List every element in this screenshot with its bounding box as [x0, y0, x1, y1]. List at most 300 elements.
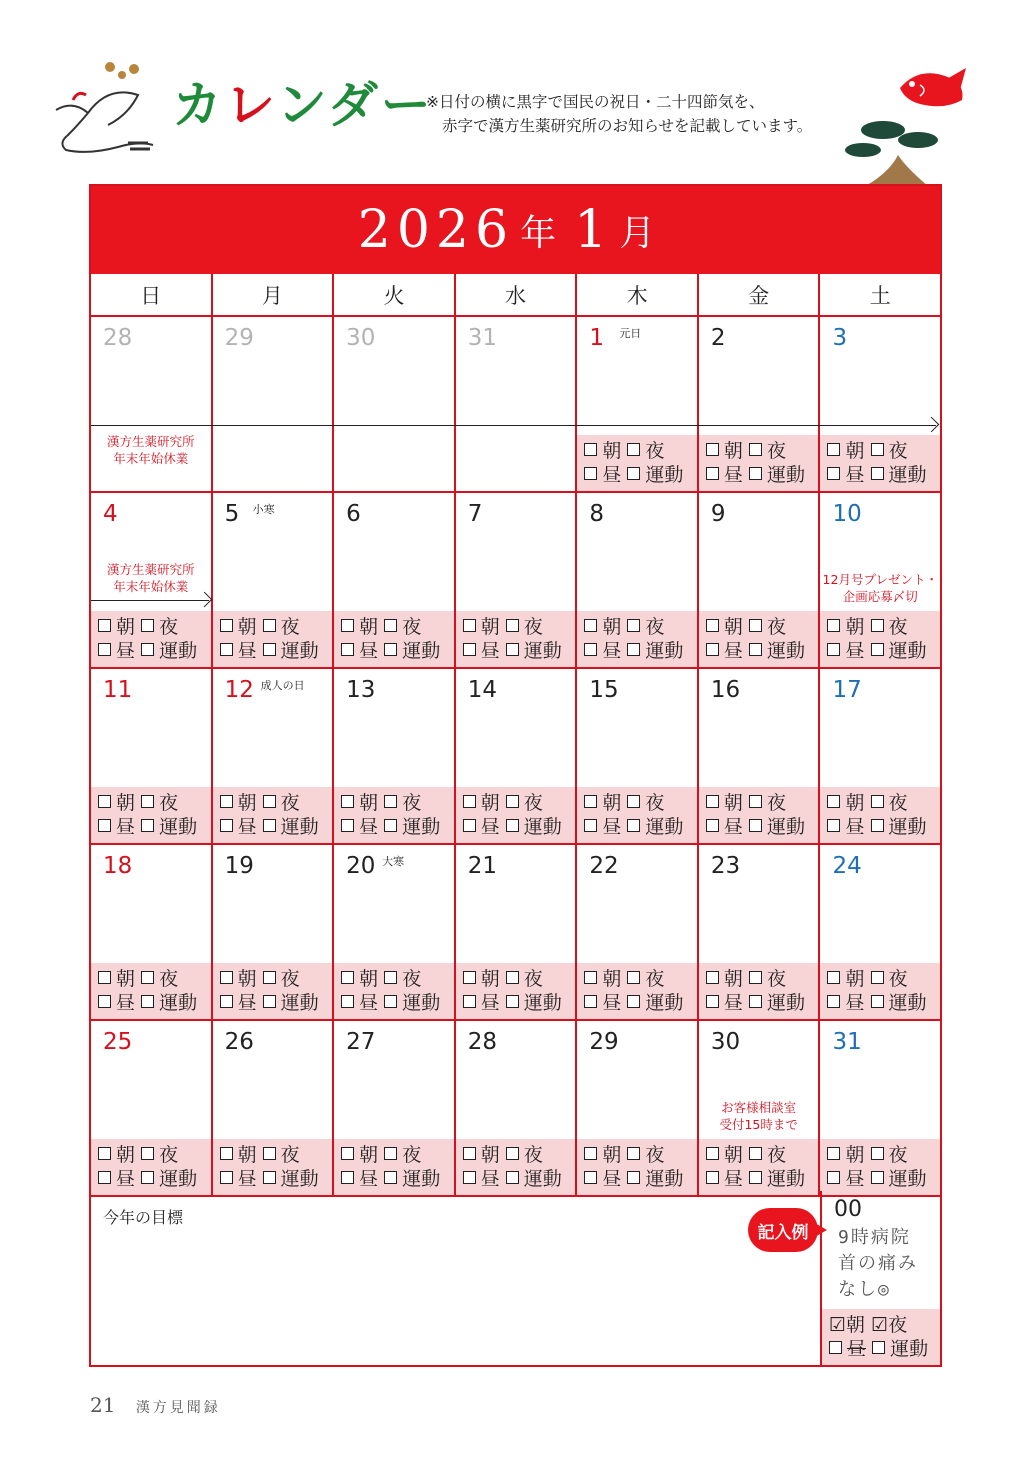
check-label: 朝 — [480, 968, 500, 990]
day-cell[interactable] — [213, 1021, 335, 1195]
checkbox-icon[interactable] — [384, 971, 397, 984]
checkbox-icon[interactable] — [871, 819, 884, 832]
checkbox-icon[interactable] — [827, 795, 840, 808]
checkbox-icon[interactable] — [827, 1147, 840, 1160]
checkbox-icon[interactable] — [584, 643, 597, 656]
checkbox-icon[interactable] — [141, 819, 154, 832]
checkbox-icon[interactable] — [706, 1171, 719, 1184]
check-label: 運動 — [280, 992, 319, 1014]
checkbox-icon[interactable] — [384, 795, 397, 808]
checkbox-icon[interactable] — [827, 619, 840, 632]
checkbox-icon[interactable] — [706, 443, 719, 456]
checkbox-icon[interactable] — [220, 1147, 233, 1160]
calendar-title: カレンダー — [172, 76, 434, 134]
check-label: 夜 — [888, 792, 908, 814]
day-cell[interactable] — [334, 317, 456, 491]
check-label: 昼 — [116, 992, 136, 1014]
day-cell[interactable] — [334, 845, 456, 1019]
checkbox-icon[interactable] — [749, 1171, 762, 1184]
day-number: 20 — [346, 853, 376, 879]
check-label: 朝 — [359, 1144, 379, 1166]
checkbox-icon[interactable] — [706, 1147, 719, 1160]
checkbox-icon[interactable] — [749, 467, 762, 480]
daily-checklist — [91, 1139, 211, 1195]
checkbox-icon[interactable] — [341, 1171, 354, 1184]
check-label: 運動 — [888, 816, 927, 838]
checkbox-icon[interactable] — [627, 1147, 640, 1160]
banner-month-unit: 月 — [619, 212, 656, 254]
check-label: 昼 — [480, 1168, 500, 1190]
check-label: 運動 — [645, 816, 684, 838]
checkbox-icon[interactable] — [98, 1147, 111, 1160]
day-cell[interactable] — [699, 1021, 821, 1195]
daily-checklist — [334, 1139, 454, 1195]
day-cell[interactable] — [820, 493, 940, 667]
check-label: 運動 — [888, 464, 927, 486]
day-cell[interactable] — [213, 845, 335, 1019]
checkbox-icon[interactable] — [384, 1147, 397, 1160]
check-label: 夜 — [888, 1144, 908, 1166]
check-label: 昼 — [723, 640, 743, 662]
weekday-label: 水 — [456, 274, 578, 315]
week-row — [91, 1021, 940, 1197]
day-cell[interactable] — [699, 845, 821, 1019]
checkbox-icon[interactable] — [706, 643, 719, 656]
checkbox-icon[interactable] — [141, 995, 154, 1008]
check-label: 夜 — [766, 1144, 786, 1166]
daily-checklist — [699, 787, 819, 843]
check-label: 昼 — [480, 992, 500, 1014]
day-number: 24 — [832, 853, 862, 879]
weekday-label: 金 — [699, 274, 821, 315]
check-label: 朝 — [116, 968, 136, 990]
check-label: 朝 — [723, 968, 743, 990]
checkbox-icon[interactable] — [749, 1147, 762, 1160]
closure-arrow — [91, 600, 209, 601]
daily-checklist — [213, 963, 333, 1019]
check-label: 昼 — [723, 992, 743, 1014]
checkbox-icon[interactable] — [263, 619, 276, 632]
checkbox-icon[interactable] — [627, 619, 640, 632]
day-cell[interactable] — [699, 493, 821, 667]
checkbox-icon[interactable] — [98, 995, 111, 1008]
notice-text: 漢方生薬研究所 年末年始休業 — [107, 562, 195, 594]
checkbox-icon[interactable] — [263, 1171, 276, 1184]
day-cell[interactable] — [334, 1021, 456, 1195]
checkbox-icon[interactable] — [506, 995, 519, 1008]
check-label: 朝 — [845, 440, 865, 462]
day-cell[interactable] — [577, 845, 699, 1019]
day-cell[interactable] — [456, 845, 578, 1019]
checkbox-icon[interactable] — [827, 643, 840, 656]
checkbox-icon[interactable] — [827, 1171, 840, 1184]
checkbox-icon[interactable] — [141, 1171, 154, 1184]
example-badge: 記入例 — [748, 1208, 818, 1252]
check-label: 朝 — [116, 616, 136, 638]
day-cell[interactable] — [456, 493, 578, 667]
checkbox-icon[interactable] — [749, 995, 762, 1008]
checkbox-icon[interactable] — [98, 795, 111, 808]
checkbox-icon[interactable] — [341, 619, 354, 632]
notice-text: 12月号プレゼント・ 企画応募〆切 — [822, 572, 938, 604]
day-number: 21 — [467, 853, 498, 879]
checkbox-icon[interactable] — [263, 1147, 276, 1160]
day-cell[interactable] — [699, 317, 821, 491]
check-label: 朝 — [723, 616, 743, 638]
notice-text: 漢方生薬研究所 年末年始休業 — [107, 434, 195, 466]
check-label: 昼 — [602, 640, 622, 662]
day-cell[interactable] — [577, 1021, 699, 1195]
day-cell[interactable] — [820, 669, 940, 843]
checkbox-icon[interactable] — [506, 971, 519, 984]
checkbox-icon[interactable] — [141, 795, 154, 808]
daily-checklist — [577, 611, 697, 667]
header-note: ※日付の横に黒字で国民の祝日・二十四節気を、 赤字で漢方生薬研究所のお知らせを記載しています。 — [426, 93, 813, 135]
check-label: 運動 — [280, 1168, 319, 1190]
checkbox-icon[interactable] — [263, 795, 276, 808]
checkbox-icon — [872, 1341, 885, 1354]
check-label: 夜 — [280, 1144, 300, 1166]
check-label: 朝 — [845, 792, 865, 814]
checkbox-icon[interactable] — [506, 1171, 519, 1184]
check-label: 夜 — [645, 440, 665, 462]
check-label: 昼 — [845, 640, 865, 662]
check-label: 夜 — [766, 440, 786, 462]
check-label: 運動 — [402, 640, 441, 662]
checkbox-icon[interactable] — [384, 619, 397, 632]
daily-checklist — [820, 611, 940, 667]
day-cell[interactable] — [820, 317, 940, 491]
day-number: 3 — [832, 325, 848, 351]
checkbox-icon[interactable] — [871, 443, 884, 456]
checkbox-icon[interactable] — [871, 1147, 884, 1160]
day-number: 16 — [710, 677, 741, 703]
checkbox-icon[interactable] — [584, 995, 597, 1008]
day-number: 23 — [710, 853, 741, 879]
weekday-label: 火 — [334, 274, 456, 315]
daily-checklist — [699, 435, 819, 491]
check-label: 昼 — [237, 816, 257, 838]
check-label: 夜 — [766, 616, 786, 638]
check-label: 夜 — [280, 968, 300, 990]
check-label: 夜 — [888, 440, 908, 462]
calendar-frame — [89, 184, 942, 1367]
checkbox-icon[interactable] — [341, 819, 354, 832]
checkbox-icon[interactable] — [827, 467, 840, 480]
check-label: 昼 — [723, 816, 743, 838]
day-cell[interactable] — [213, 493, 335, 667]
checkbox-icon[interactable] — [871, 643, 884, 656]
check-label: 昼 — [359, 992, 379, 1014]
checkbox-icon[interactable] — [871, 795, 884, 808]
check-label: 昼 — [845, 464, 865, 486]
check-label: 朝 — [237, 792, 257, 814]
check-label: 夜 — [645, 968, 665, 990]
checkbox-icon — [829, 1341, 842, 1354]
check-label: 昼 — [845, 992, 865, 1014]
checkbox-icon[interactable] — [584, 795, 597, 808]
checkbox-icon[interactable] — [220, 619, 233, 632]
checkbox-icon[interactable] — [141, 971, 154, 984]
check-label: 夜 — [888, 968, 908, 990]
check-label: 運動 — [766, 816, 805, 838]
check-label: 朝 — [602, 440, 622, 462]
day-cell[interactable] — [91, 669, 213, 843]
checkbox-icon[interactable] — [263, 971, 276, 984]
check-label: 昼 — [602, 816, 622, 838]
check-label: 昼 — [845, 1168, 865, 1190]
crane-illustration — [48, 55, 163, 165]
checkbox-icon[interactable] — [627, 643, 640, 656]
day-cell[interactable] — [820, 845, 940, 1019]
checkbox-icon[interactable] — [627, 819, 640, 832]
checkbox-icon[interactable] — [220, 971, 233, 984]
day-number: 11 — [103, 677, 133, 703]
page-footer — [90, 1393, 221, 1417]
checkbox-icon[interactable] — [463, 1171, 476, 1184]
check-label: 運動 — [402, 992, 441, 1014]
checkbox-icon[interactable] — [627, 467, 640, 480]
week-row — [91, 669, 940, 845]
day-cell[interactable] — [456, 669, 578, 843]
checkbox-icon[interactable] — [584, 1171, 597, 1184]
checkbox-icon[interactable] — [220, 819, 233, 832]
checkbox-icon[interactable] — [871, 1171, 884, 1184]
daily-checklist — [577, 787, 697, 843]
checkbox-icon[interactable] — [584, 819, 597, 832]
checkbox-icon[interactable] — [706, 995, 719, 1008]
day-number: 31 — [832, 1029, 862, 1055]
day-cell[interactable] — [213, 669, 335, 843]
checkbox-icon[interactable] — [706, 819, 719, 832]
check-label: 夜 — [523, 792, 543, 814]
checkbox-icon[interactable] — [141, 1147, 154, 1160]
day-cell[interactable] — [334, 669, 456, 843]
checkbox-icon[interactable] — [463, 971, 476, 984]
check-label: 夜 — [402, 616, 422, 638]
checkbox-icon[interactable] — [627, 443, 640, 456]
checkbox-icon[interactable] — [871, 971, 884, 984]
checkbox-icon[interactable] — [506, 795, 519, 808]
holiday-label: 小寒 — [252, 503, 275, 516]
day-cell[interactable] — [213, 317, 335, 491]
checkbox-icon[interactable] — [384, 819, 397, 832]
check-label: 朝 — [602, 792, 622, 814]
checkbox-icon[interactable] — [827, 971, 840, 984]
day-number: 5 — [224, 501, 240, 527]
checkbox-icon[interactable] — [220, 795, 233, 808]
checkbox-icon[interactable] — [98, 1171, 111, 1184]
check-label: 朝 — [359, 792, 379, 814]
check-label: 朝 — [845, 968, 865, 990]
day-number: 15 — [589, 677, 619, 703]
check-label: 朝 — [116, 792, 136, 814]
checkbox-icon[interactable] — [749, 619, 762, 632]
check-label: 朝 — [602, 968, 622, 990]
checkbox-icon[interactable] — [749, 971, 762, 984]
check-label: 運動 — [645, 992, 684, 1014]
check-label: 夜 — [523, 1144, 543, 1166]
checkbox-icon[interactable] — [220, 995, 233, 1008]
check-label: 夜 — [888, 616, 908, 638]
checkbox-icon[interactable] — [584, 467, 597, 480]
checkbox-icon[interactable] — [141, 643, 154, 656]
checkbox-icon[interactable] — [98, 971, 111, 984]
checkbox-icon[interactable] — [627, 995, 640, 1008]
checkbox-icon[interactable] — [384, 1171, 397, 1184]
checkbox-icon[interactable] — [706, 467, 719, 480]
checkbox-icon[interactable] — [463, 795, 476, 808]
checkbox-icon[interactable] — [506, 819, 519, 832]
checkbox-icon[interactable] — [627, 795, 640, 808]
checkbox-icon[interactable] — [506, 643, 519, 656]
checkbox-icon[interactable] — [263, 995, 276, 1008]
daily-checklist — [577, 963, 697, 1019]
checkbox-icon[interactable] — [871, 467, 884, 480]
day-number: 25 — [103, 1029, 133, 1055]
check-label: 夜 — [523, 616, 543, 638]
day-cell[interactable] — [699, 669, 821, 843]
check-label: 運動 — [888, 1168, 927, 1190]
daily-checklist — [213, 787, 333, 843]
checkbox-icon[interactable] — [341, 971, 354, 984]
check-label: 朝 — [359, 968, 379, 990]
check-label: 夜 — [159, 968, 179, 990]
check-label: 朝 — [480, 616, 500, 638]
day-cell[interactable] — [91, 317, 213, 491]
checkbox-icon[interactable] — [584, 971, 597, 984]
checkbox-icon[interactable] — [827, 819, 840, 832]
checkbox-icon[interactable] — [627, 1171, 640, 1184]
checkbox-icon[interactable] — [506, 619, 519, 632]
checkbox-icon[interactable] — [220, 643, 233, 656]
day-number: 29 — [589, 1029, 619, 1055]
weekday-header — [91, 274, 940, 317]
checkbox-icon[interactable] — [506, 1147, 519, 1160]
check-label: 昼 — [602, 464, 622, 486]
daily-checklist — [334, 611, 454, 667]
daily-checklist — [699, 611, 819, 667]
day-cell[interactable] — [456, 317, 578, 491]
checkbox-icon[interactable] — [98, 619, 111, 632]
day-number: 18 — [103, 853, 133, 879]
goal-area[interactable] — [91, 1191, 822, 1365]
check-label: 朝 — [602, 616, 622, 638]
weekday-label: 月 — [213, 274, 335, 315]
check-label: 運動 — [523, 640, 562, 662]
daily-checklist — [699, 963, 819, 1019]
banner-year: 2026 — [357, 200, 515, 260]
checkbox-icon[interactable] — [463, 995, 476, 1008]
checkbox-icon[interactable] — [463, 1147, 476, 1160]
day-cell[interactable] — [91, 1021, 213, 1195]
checkbox-icon[interactable] — [584, 1147, 597, 1160]
day-cell[interactable] — [577, 317, 699, 491]
day-number: 28 — [467, 1029, 498, 1055]
checkbox-icon[interactable] — [584, 443, 597, 456]
checkbox-icon[interactable] — [584, 619, 597, 632]
checkbox-icon[interactable] — [220, 1171, 233, 1184]
checkbox-icon[interactable] — [463, 819, 476, 832]
daily-checklist — [699, 1139, 819, 1195]
check-label: 夜 — [159, 616, 179, 638]
day-cell[interactable] — [91, 493, 213, 667]
check-label: 朝 — [845, 1144, 865, 1166]
checkbox-icon[interactable] — [749, 443, 762, 456]
weekday-label: 日 — [91, 274, 213, 315]
check-label: 朝 — [480, 1144, 500, 1166]
check-label: 運動 — [766, 992, 805, 1014]
check-label: 昼 — [359, 1168, 379, 1190]
check-label: 夜 — [402, 792, 422, 814]
checkbox-icon[interactable] — [627, 971, 640, 984]
checkbox-icon[interactable] — [706, 971, 719, 984]
day-number: 22 — [589, 853, 619, 879]
checkbox-icon[interactable] — [341, 795, 354, 808]
example-day: 00 — [834, 1197, 862, 1222]
checkbox-icon[interactable] — [749, 795, 762, 808]
checkbox-icon[interactable] — [384, 995, 397, 1008]
weekday-label: 土 — [869, 283, 891, 308]
day-number: 7 — [467, 501, 483, 527]
checkbox-icon[interactable] — [98, 643, 111, 656]
check-label: 昼 — [116, 816, 136, 838]
day-cell[interactable] — [91, 845, 213, 1019]
checkbox-icon[interactable] — [827, 995, 840, 1008]
check-label: 昼 — [845, 816, 865, 838]
check-label: 運動 — [402, 1168, 441, 1190]
checkbox-icon[interactable] — [749, 643, 762, 656]
daily-checklist — [456, 1139, 576, 1195]
checkbox-icon[interactable] — [871, 995, 884, 1008]
checkbox-icon[interactable] — [141, 619, 154, 632]
checkbox-icon[interactable] — [341, 1147, 354, 1160]
check-label: 運動 — [766, 1168, 805, 1190]
goal-label: 今年の目標 — [103, 1208, 184, 1227]
check-label: 夜 — [645, 792, 665, 814]
day-cell[interactable] — [577, 493, 699, 667]
checkbox-icon[interactable] — [341, 995, 354, 1008]
checkbox-icon[interactable] — [463, 619, 476, 632]
example-checklist: ☑朝 ☑夜 昼 運動 — [822, 1309, 940, 1365]
day-number: 19 — [224, 853, 254, 879]
check-label: 昼 — [602, 1168, 622, 1190]
check-label: 夜 — [280, 792, 300, 814]
holiday-label: 元日 — [619, 327, 642, 340]
daily-checklist — [577, 1139, 697, 1195]
day-cell[interactable] — [334, 493, 456, 667]
checkbox-icon[interactable] — [749, 819, 762, 832]
day-cell[interactable] — [456, 1021, 578, 1195]
month-banner — [91, 186, 940, 274]
check-label: 朝 — [723, 792, 743, 814]
checkbox-icon[interactable] — [98, 819, 111, 832]
day-cell[interactable] — [577, 669, 699, 843]
checkbox-icon[interactable] — [706, 619, 719, 632]
checkbox-icon[interactable] — [263, 819, 276, 832]
day-cell[interactable] — [820, 1021, 940, 1195]
checkbox-icon[interactable] — [263, 643, 276, 656]
checkbox-icon[interactable] — [341, 643, 354, 656]
daily-checklist — [577, 435, 697, 491]
checkbox-icon[interactable] — [706, 795, 719, 808]
checkbox-icon[interactable] — [871, 619, 884, 632]
checkbox-icon[interactable] — [827, 443, 840, 456]
checkbox-icon[interactable] — [463, 643, 476, 656]
checkbox-icon[interactable] — [384, 643, 397, 656]
day-number: 29 — [224, 325, 254, 351]
check-label: 夜 — [523, 968, 543, 990]
